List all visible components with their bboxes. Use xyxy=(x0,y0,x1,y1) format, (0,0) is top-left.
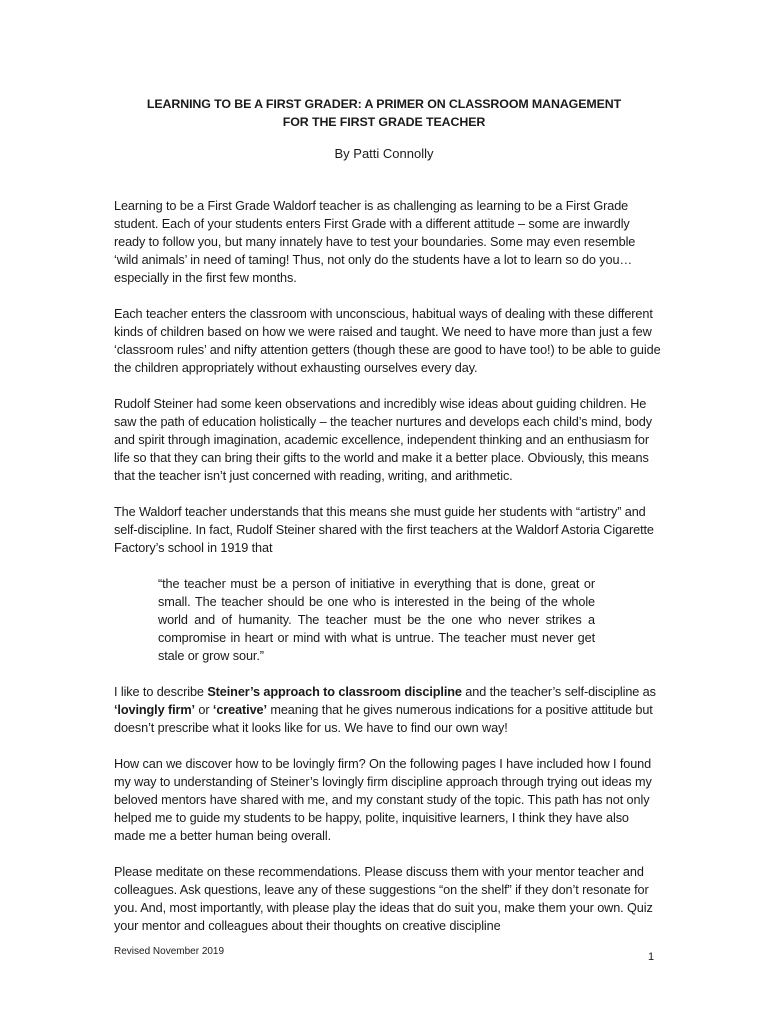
title-line-2: FOR THE FIRST GRADE TEACHER xyxy=(282,115,486,129)
paragraph-1: Learning to be a First Grade Waldorf teacher is as challenging as learning to be a First Grade student. Each of your students enters First Grade with a different attitude – some are inwardly ready to follow you, but many innately have to test your boundaries. Some may even resemble ‘wild animals’ in need of taming! Thus, not only do the students have a lot to learn so do you…especially in the first few months. xyxy=(114,199,636,285)
page-number: 1 xyxy=(648,951,655,963)
p5-bold-3: ‘creative’ xyxy=(212,703,267,717)
paragraph-4: The Waldorf teacher understands that this means she must guide her students with “artistry” and self-discipline. In fact, Rudolf Steiner shared with the first teachers at the Waldorf Astoria Cigarette Factory’s school in 1919 that xyxy=(114,505,654,555)
p5-text-1: I like to describe xyxy=(114,685,208,699)
p5-text-4: meaning that he gives numerous indications for a positive attitude but doesn’t prescribe what it looks like for us. We have to find our own way! xyxy=(114,703,653,735)
p5-text-3: or xyxy=(194,703,213,717)
document-body xyxy=(114,197,662,935)
paragraph-5 xyxy=(114,683,662,737)
p5-bold-1: Steiner’s approach to classroom discipline xyxy=(207,685,462,699)
p5-bold-2: ‘lovingly firm’ xyxy=(114,703,195,717)
revision-footer: Revised November 2019 xyxy=(114,946,225,957)
paragraph-6: How can we discover how to be lovingly firm? On the following pages I have included how I found my way to understanding of Steiner’s lovingly firm discipline approach through trying out ideas my beloved mentors have shared with me, and my constant study of the topic. This path has not only helped me to guide my students to be happy, polite, inquisitive learners, I think they have also made me a better human being overall. xyxy=(114,757,652,843)
p5-text-2: and the teacher’s self-discipline as xyxy=(461,685,656,699)
paragraph-3: Rudolf Steiner had some keen observations and incredibly wise ideas about guiding children. He saw the path of education holistically – the teacher nurtures and develops each child’s mind, body and spirit through imagination, academic excellence, independent thinking and an enthusiasm for life so that they can bring their gifts to the world and make it a better place. Obviously, this means that the teacher isn’t just concerned with reading, writing, and arithmetic. xyxy=(114,397,652,483)
author-byline: By Patti Connolly xyxy=(334,146,434,161)
title-line-1: LEARNING TO BE A FIRST GRADER: A PRIMER ON CLASSROOM MANAGEMENT xyxy=(146,97,622,111)
document-title xyxy=(100,95,668,131)
paragraph-2: Each teacher enters the classroom with unconscious, habitual ways of dealing with these different kinds of children based on how we were raised and taught. We need to have more than just a few ‘classroom rules’ and nifty attention getters (though these are good to have too!) to be able to guide the children appropriately without exhausting ourselves every day. xyxy=(114,307,661,375)
paragraph-7: Please meditate on these recommendations. Please discuss them with your mentor teacher and colleagues. Ask questions, leave any of these suggestions “on the shelf” if they don’t resonate for you. And, most importantly, with please play the ideas that do suit you, make them your own. Quiz your mentor and colleagues about their thoughts on creative discipline xyxy=(114,865,653,933)
block-quote: “the teacher must be a person of initiative in everything that is done, great or small. The teacher should be one who is interested in the being of the whole world and of humanity. The teacher must be the one who never strikes a compromise in heart or mind with what is untrue. The teacher must never get stale or grow sour.” xyxy=(158,577,595,663)
